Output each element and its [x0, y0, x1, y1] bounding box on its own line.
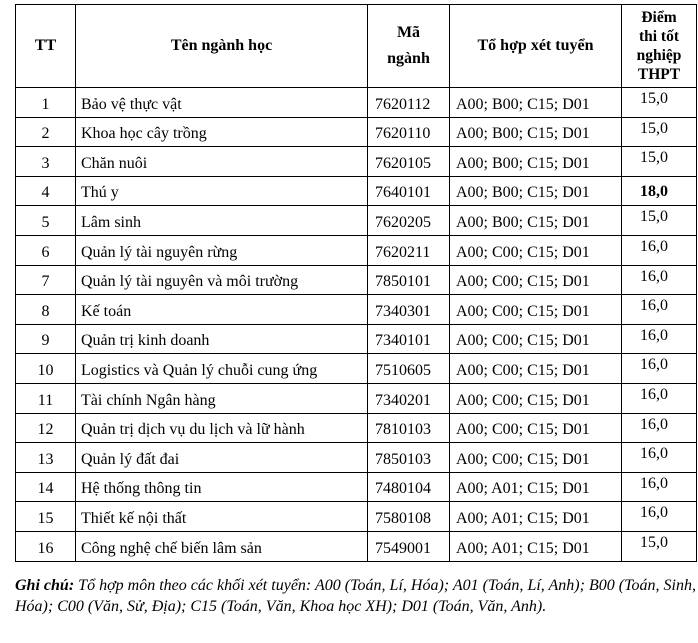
row-score: 16,0: [622, 265, 697, 295]
row-subject-combo: A00; C00; C15; D01: [450, 295, 622, 325]
row-major-name: Chăn nuôi: [76, 147, 368, 177]
row-score: 15,0: [622, 88, 697, 118]
header-score-line3: nghiệp: [636, 47, 682, 64]
row-major-name: Logistics và Quản lý chuỗi cung ứng: [76, 354, 368, 384]
row-major-name: Quản lý đất đai: [76, 443, 368, 473]
header-score-line1: Điểm: [641, 9, 677, 26]
row-subject-combo: A00; B00; C15; D01: [450, 147, 622, 177]
table-row: [16, 502, 697, 532]
row-major-code: 7640101: [368, 176, 450, 206]
header-subject-combo: Tổ hợp xét tuyển: [450, 5, 622, 88]
table-row: [16, 235, 697, 265]
row-major-name: Tài chính Ngân hàng: [76, 383, 368, 413]
table-row: [16, 88, 697, 118]
row-major-name: Quản trị dịch vụ du lịch và lữ hành: [76, 413, 368, 443]
row-subject-combo: A00; C00; C15; D01: [450, 354, 622, 384]
table-row: [16, 147, 697, 177]
header-score-line2: thi tốt: [638, 28, 680, 45]
row-major-code: 7480104: [368, 472, 450, 502]
row-subject-combo: A00; C00; C15; D01: [450, 443, 622, 473]
row-index: 9: [16, 324, 76, 354]
admission-scores-table: [15, 4, 697, 562]
row-major-code: 7620211: [368, 235, 450, 265]
footnote-text: Tổ hợp môn theo các khối xét tuyển: A00 (Toán, Lí, Hóa); A01 (Toán, Lí, Anh); B00 (Toán, Sinh, Hóa); C00 (Văn, Sử, Địa); C15 (Toán, Văn, Khoa học XH); D01 (Toán, Văn, Anh).: [15, 577, 697, 615]
row-index: 14: [16, 472, 76, 502]
row-score: 15,0: [622, 147, 697, 177]
header-score-line4: THPT: [637, 66, 681, 83]
row-major-name: Bảo vệ thực vật: [76, 88, 368, 118]
header-code-line1: Mã: [396, 24, 421, 41]
row-index: 10: [16, 354, 76, 384]
row-score: 16,0: [622, 235, 697, 265]
row-subject-combo: A00; A01; C15; D01: [450, 531, 622, 561]
row-subject-combo: A00; A01; C15; D01: [450, 472, 622, 502]
row-subject-combo: A00; C00; C15; D01: [450, 265, 622, 295]
row-major-name: Quản lý tài nguyên và môi trường: [76, 265, 368, 295]
row-major-code: 7620205: [368, 206, 450, 236]
admission-table-container: [15, 4, 696, 562]
row-score: 18,0: [622, 176, 697, 206]
row-major-code: 7620110: [368, 117, 450, 147]
row-subject-combo: A00; C00; C15; D01: [450, 383, 622, 413]
row-major-code: 7810103: [368, 413, 450, 443]
row-major-name: Quản lý tài nguyên rừng: [76, 235, 368, 265]
row-index: 5: [16, 206, 76, 236]
footnote: [15, 575, 696, 617]
row-major-code: 7580108: [368, 502, 450, 532]
row-major-name: Kế toán: [76, 295, 368, 325]
row-subject-combo: A00; C00; C15; D01: [450, 235, 622, 265]
row-index: 4: [16, 176, 76, 206]
row-score: 16,0: [622, 502, 697, 532]
row-subject-combo: A00; B00; C15; D01: [450, 117, 622, 147]
table-row: [16, 176, 697, 206]
header-tt: TT: [16, 5, 76, 88]
row-subject-combo: A00; B00; C15; D01: [450, 206, 622, 236]
row-major-code: 7340101: [368, 324, 450, 354]
row-subject-combo: A00; C00; C15; D01: [450, 324, 622, 354]
table-body: [16, 88, 697, 562]
row-index: 1: [16, 88, 76, 118]
row-major-code: 7850101: [368, 265, 450, 295]
row-score: 16,0: [622, 354, 697, 384]
row-score: 16,0: [622, 472, 697, 502]
row-major-code: 7620112: [368, 88, 450, 118]
row-major-name: Hệ thống thông tin: [76, 472, 368, 502]
row-score: 16,0: [622, 443, 697, 473]
row-major-name: Quản trị kinh doanh: [76, 324, 368, 354]
row-major-code: 7620105: [368, 147, 450, 177]
row-index: 3: [16, 147, 76, 177]
row-major-name: Thú y: [76, 176, 368, 206]
table-row: [16, 443, 697, 473]
row-score: 15,0: [622, 117, 697, 147]
row-major-name: Thiết kế nội thất: [76, 502, 368, 532]
header-major-name: Tên ngành học: [76, 5, 368, 88]
table-row: [16, 265, 697, 295]
table-header: [16, 5, 697, 88]
row-major-name: Công nghệ chế biến lâm sản: [76, 531, 368, 561]
row-major-code: 7850103: [368, 443, 450, 473]
row-score: 15,0: [622, 531, 697, 561]
table-row: [16, 295, 697, 325]
row-index: 11: [16, 383, 76, 413]
row-subject-combo: A00; B00; C15; D01: [450, 88, 622, 118]
table-row: [16, 117, 697, 147]
row-subject-combo: A00; C00; C15; D01: [450, 413, 622, 443]
row-index: 15: [16, 502, 76, 532]
row-index: 16: [16, 531, 76, 561]
row-score: 16,0: [622, 324, 697, 354]
row-index: 6: [16, 235, 76, 265]
table-row: [16, 324, 697, 354]
row-index: 7: [16, 265, 76, 295]
row-subject-combo: A00; B00; C15; D01: [450, 176, 622, 206]
table-row: [16, 383, 697, 413]
table-row: [16, 413, 697, 443]
row-major-code: 7340301: [368, 295, 450, 325]
row-index: 13: [16, 443, 76, 473]
row-score: 16,0: [622, 383, 697, 413]
row-score: 16,0: [622, 295, 697, 325]
table-row: [16, 354, 697, 384]
row-major-code: 7549001: [368, 531, 450, 561]
row-index: 12: [16, 413, 76, 443]
header-row: [16, 5, 697, 88]
row-score: 15,0: [622, 206, 697, 236]
table-row: [16, 206, 697, 236]
row-index: 8: [16, 295, 76, 325]
table-row: [16, 472, 697, 502]
row-major-code: 7510605: [368, 354, 450, 384]
header-major-code: [368, 5, 450, 88]
row-subject-combo: A00; A01; C15; D01: [450, 502, 622, 532]
row-major-code: 7340201: [368, 383, 450, 413]
row-index: 2: [16, 117, 76, 147]
row-major-name: Lâm sinh: [76, 206, 368, 236]
header-score: [622, 5, 697, 88]
row-score: 16,0: [622, 413, 697, 443]
table-row: [16, 531, 697, 561]
footnote-label: Ghi chú:: [15, 577, 75, 594]
header-code-line2: ngành: [387, 50, 430, 67]
row-major-name: Khoa học cây trồng: [76, 117, 368, 147]
